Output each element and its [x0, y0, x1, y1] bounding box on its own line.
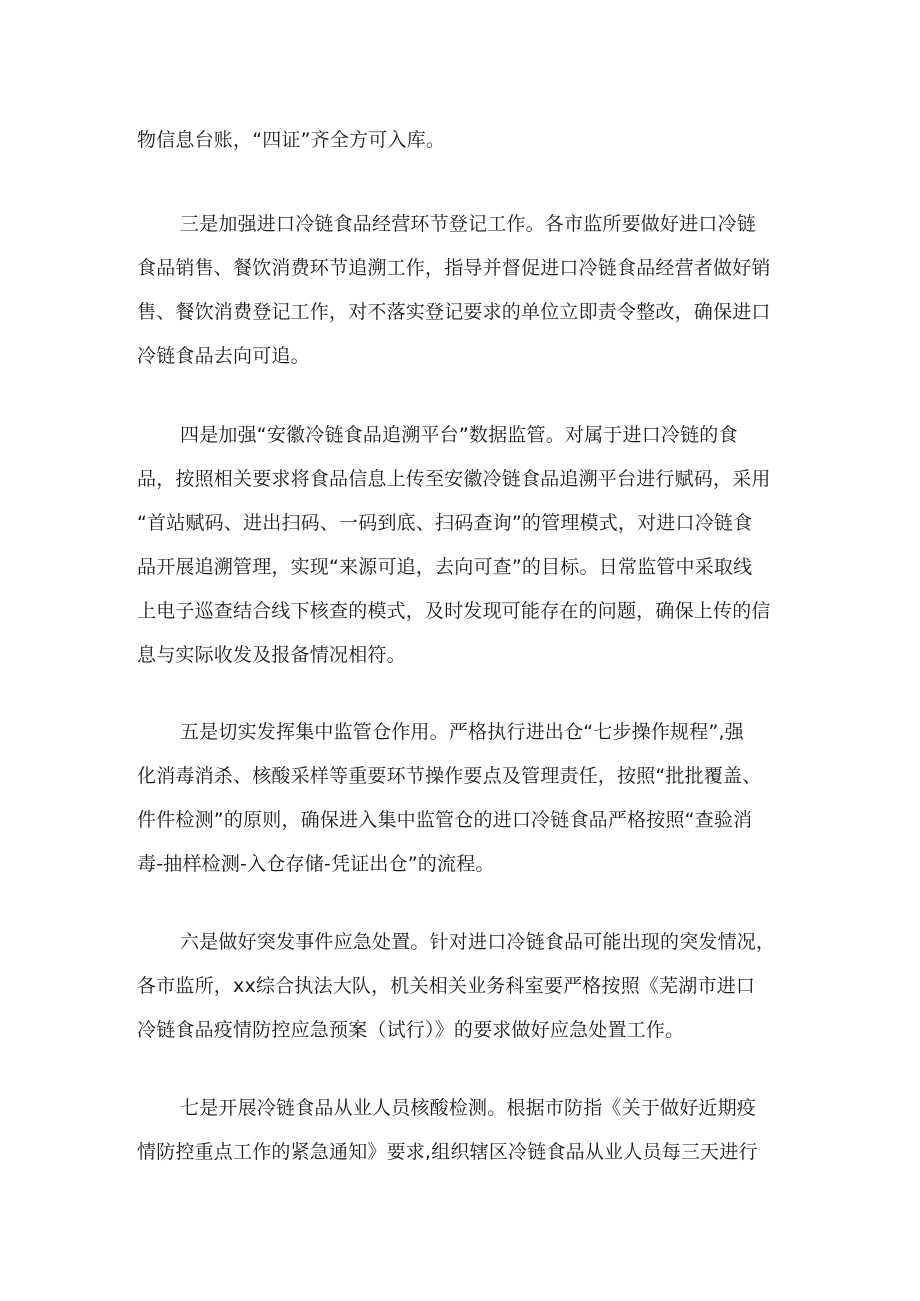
text-line: 件件检测”的原则，确保进入集中监管仓的进口冷链食品严格按照“查验消: [137, 809, 753, 831]
text-line: 售、餐饮消费登记工作，对不落实登记要求的单位立即责令整改，确保进口: [137, 301, 771, 323]
text-line: 情防控重点工作的紧急通知》要求,组织辖区冷链食品从业人员每三天进行: [137, 1141, 758, 1163]
text-line: 上电子巡查结合线下核查的模式，及时发现可能存在的问题，确保上传的信: [137, 600, 771, 622]
text-line: 毒-抽样检测-入仓存储-凭证出仓”的流程。: [137, 853, 495, 875]
text-line: 食品销售、餐饮消费环节追溯工作，指导并督促进口冷链食品经营者做好销: [137, 257, 771, 279]
text-line: 化消毒消杀、核酸采样等重要环节操作要点及管理责任，按照“批批覆盖、: [137, 765, 762, 787]
text-line: 息与实际收发及报备情况相符。: [137, 644, 406, 666]
text-line: 冷链食品去向可追。: [137, 345, 310, 367]
paragraph-6-line-1: 六是做好突发事件应急处置。针对进口冷链食品可能出现的突发情况，: [180, 931, 776, 953]
text-line: 品，按照相关要求将食品信息上传至安徽冷链食品追溯平台进行赋码，采用: [137, 468, 771, 490]
text-line: 冷链食品疫情防控应急预案（试行）》的要求做好应急处置工作。: [137, 1019, 685, 1041]
text-line: 品开展追溯管理，实现“来源可追，去向可查”的目标。日常监管中采取线: [137, 556, 753, 578]
text-line: 物信息台账，“四证”齐全方可入库。: [137, 129, 446, 151]
text-line: 各市监所，xx综合执法大队，机关相关业务科室要严格按照《芜湖市进口: [137, 975, 756, 997]
paragraph-5-line-1: 五是切实发挥集中监管仓作用。严格执行进出仓“七步操作规程”,强: [180, 721, 744, 743]
paragraph-4-line-1: 四是加强“安徽冷链食品追溯平台”数据监管。对属于进口冷链的食: [180, 424, 738, 446]
paragraph-3-line-1: 三是加强进口冷链食品经营环节登记工作。各市监所要做好进口冷链: [180, 213, 757, 235]
text-line: “首站赋码、进出扫码、一码到底、扫码查询”的管理模式，对进口冷链食: [137, 512, 753, 534]
paragraph-7-line-1: 七是开展冷链食品从业人员核酸检测。根据市防指《关于做好近期疫: [180, 1097, 757, 1119]
